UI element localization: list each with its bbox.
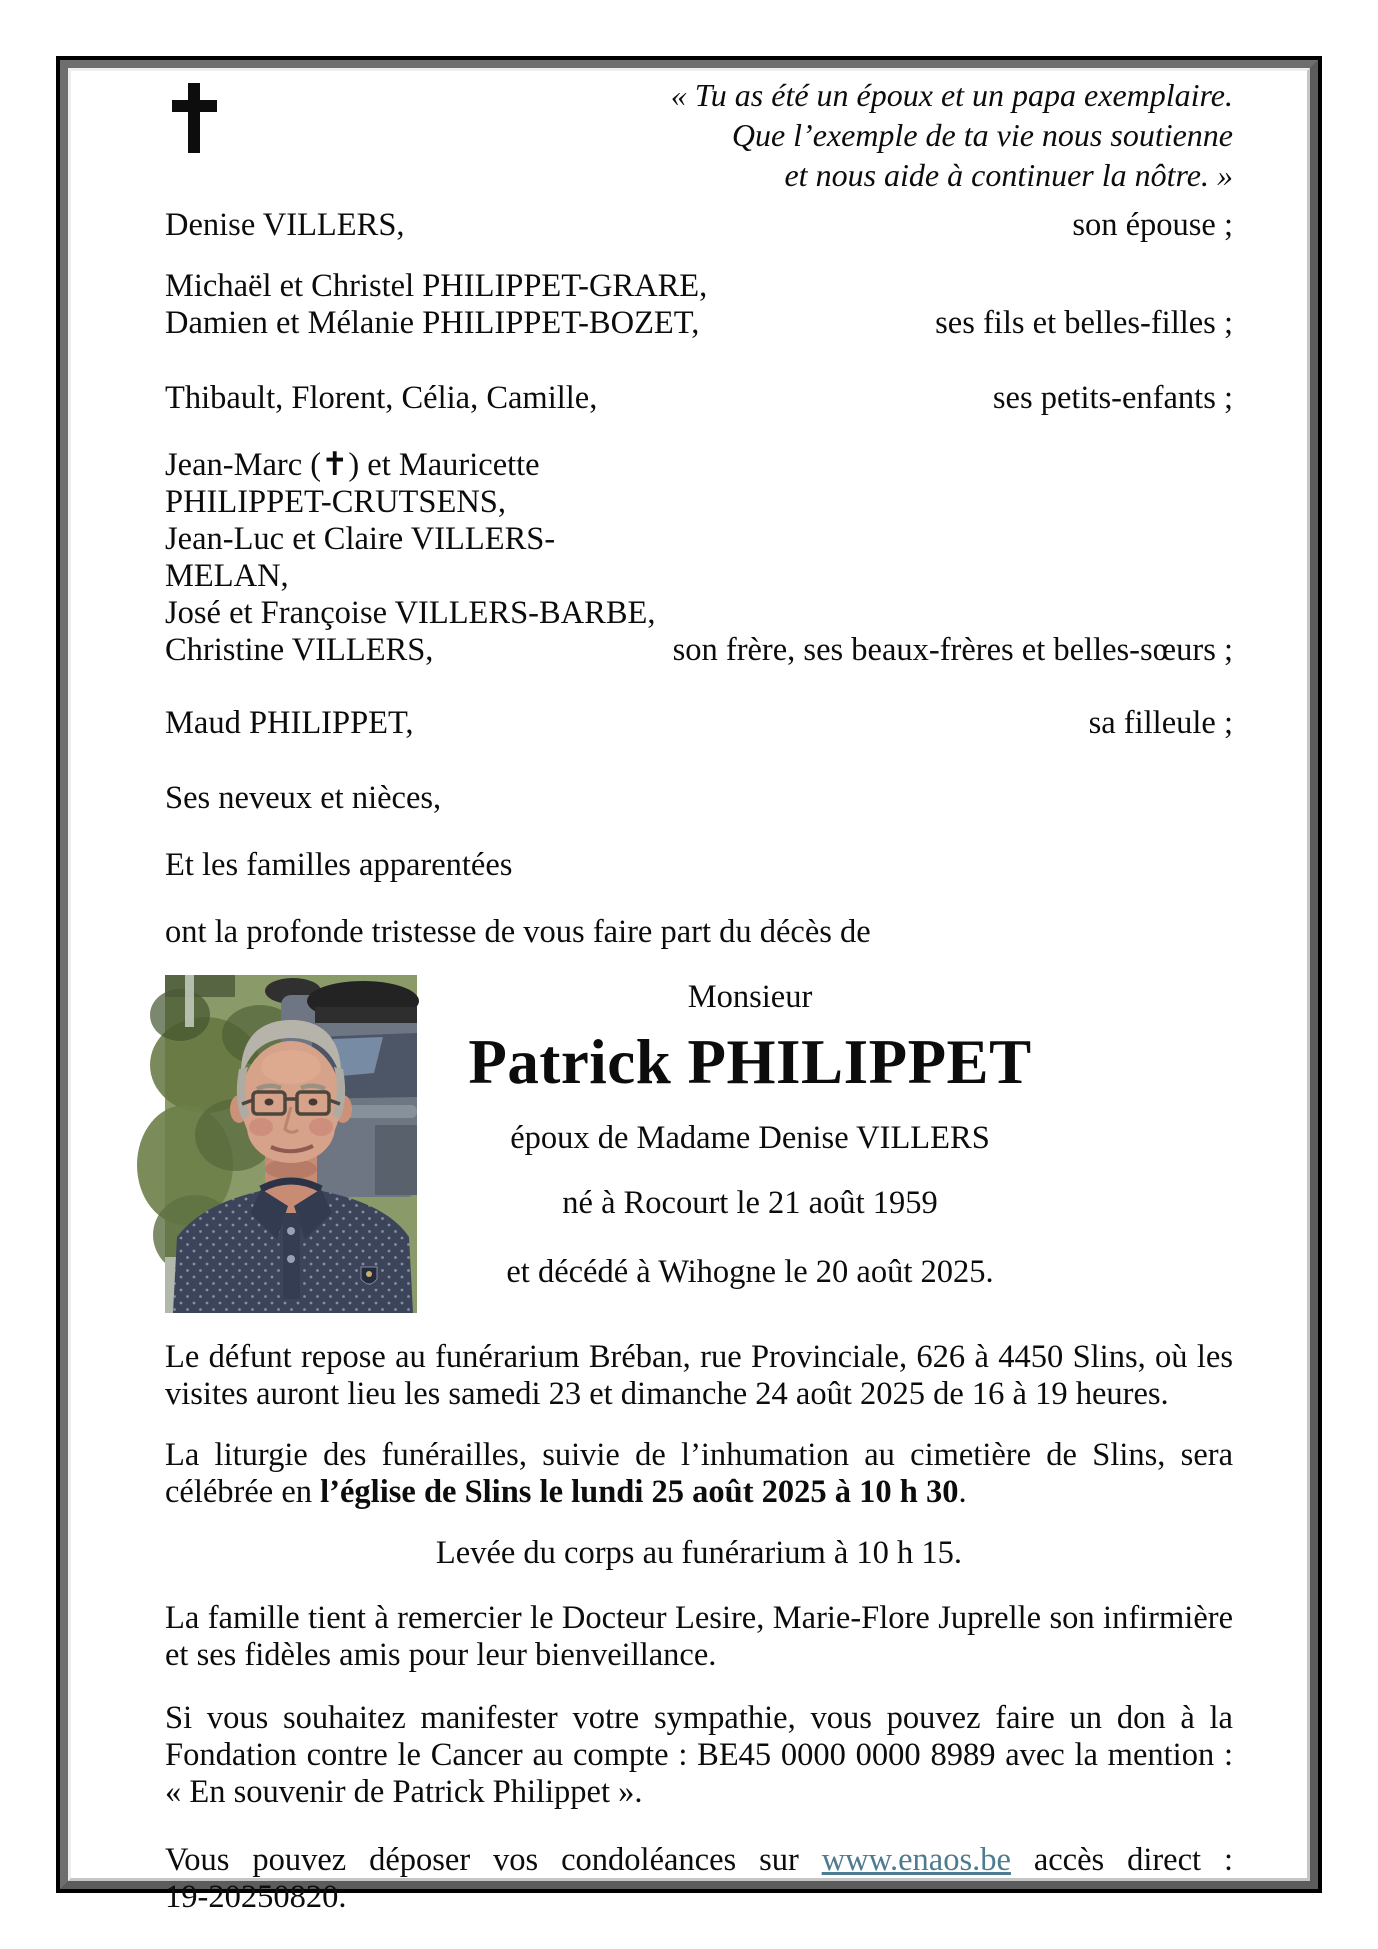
repose-paragraph <box>165 1339 1233 1413</box>
spouse-line: époux de Madame Denise VILLERS <box>510 1120 990 1156</box>
family-row-nephews <box>165 780 1233 817</box>
family-row-spouse <box>165 207 1233 244</box>
enaos-link[interactable]: www.enaos.be <box>821 1842 1011 1878</box>
church-date-bold: l’église de Slins le lundi 25 août 2025 à 10 h 30 <box>320 1474 959 1510</box>
paragraph-line: La famille tient à remercier le Docteur Lesire, Marie-Flore Juprelle son infirmière <box>165 1600 1233 1636</box>
paragraph-line: Fondation contre le Cancer au compte : BE45 0000 0000 8989 avec la mention : <box>165 1737 1233 1773</box>
family-role: son frère, ses beaux-frères et belles-sœurs ; <box>672 632 1233 668</box>
deceased-photo <box>165 975 417 1313</box>
family-name: Jean-Marc (✝) et Mauricette PHILIPPET-CRUTSENS, <box>165 447 540 520</box>
salutation: Monsieur <box>687 979 813 1015</box>
family-name: Michaël et Christel PHILIPPET-GRARE, <box>165 268 708 304</box>
liturgy-post: . <box>958 1474 967 1510</box>
donation-paragraph <box>165 1700 1233 1811</box>
birth-line: né à Rocourt le 21 août 1959 <box>562 1185 938 1221</box>
family-row-siblings <box>165 447 1233 669</box>
paragraph-line: Si vous souhaitez manifester votre sympathie, vous pouvez faire un don à la <box>165 1700 1233 1736</box>
quote-line: « Tu as été un époux et un papa exemplaire. <box>670 77 1233 113</box>
cross-icon <box>172 83 217 153</box>
paragraph-line: « En souvenir de Patrick Philippet ». <box>165 1774 643 1810</box>
family-name: Thibault, Florent, Célia, Camille, <box>165 380 598 416</box>
condolences-pre: Vous pouvez déposer vos condoléances sur <box>165 1842 822 1878</box>
family-role: ses petits-enfants ; <box>992 380 1233 416</box>
family-name: Denise VILLERS, <box>165 207 405 243</box>
memorial-card-frame <box>56 56 1322 1915</box>
family-row-goddaughter <box>165 705 1233 742</box>
deceased-section <box>165 975 1233 1313</box>
card-header <box>165 75 1233 195</box>
family-name: Et les familles apparentées <box>165 847 513 883</box>
frame-bevel <box>60 60 1318 1915</box>
family-name: Damien et Mélanie PHILIPPET-BOZET, <box>165 305 700 341</box>
family-name: Christine VILLERS, <box>165 632 434 668</box>
liturgy-pre: célébrée en <box>165 1474 321 1510</box>
family-row-grandchildren <box>165 380 1233 417</box>
family-name: Ses neveux et nièces, <box>165 780 442 816</box>
paragraph-line: et ses fidèles amis pour leur bienveillance. <box>165 1637 717 1673</box>
memorial-card <box>68 68 1310 1915</box>
family-row-sons <box>165 268 1233 342</box>
paragraph-line <box>165 1842 1233 1879</box>
family-role: ses fils et belles-filles ; <box>935 305 1233 341</box>
quote-line: et nous aide à continuer la nôtre. » <box>784 157 1233 193</box>
thanks-paragraph <box>165 1600 1233 1674</box>
liturgy-paragraph <box>165 1437 1233 1511</box>
family-name: Maud PHILIPPET, <box>165 705 414 741</box>
epitaph-quote <box>671 75 1233 195</box>
paragraph-line: visites auront lieu les samedi 23 et dimanche 24 août 2025 de 16 à 19 heures. <box>165 1376 1169 1412</box>
levee-line: Levée du corps au funérarium à 10 h 15. <box>435 1535 963 1571</box>
family-role: sa filleule ; <box>1088 705 1233 741</box>
condolences-post: accès direct : <box>1010 1842 1233 1878</box>
death-line: et décédé à Wihogne le 20 août 2025. <box>506 1254 994 1290</box>
paragraph-line: Le défunt repose au funérarium Bréban, rue Provinciale, 626 à 4450 Slins, où les <box>165 1339 1233 1375</box>
paragraph-line <box>165 1474 1233 1511</box>
deceased-name: Patrick PHILIPPET <box>468 1027 1032 1097</box>
access-code-line: 19-20250820. <box>165 1879 347 1915</box>
polo-logo <box>361 1267 377 1284</box>
family-row-related-families <box>165 847 1233 884</box>
paragraph-line: La liturgie des funérailles, suivie de l’inhumation au cimetière de Slins, sera <box>165 1437 1233 1473</box>
family-name: José et Françoise VILLERS-BARBE, <box>165 595 656 631</box>
quote-line: Que l’exemple de ta vie nous soutienne <box>731 117 1233 153</box>
family-role: son épouse ; <box>1072 207 1233 243</box>
family-name: Jean-Luc et Claire VILLERS-MELAN, <box>165 521 556 594</box>
announcement-line: ont la profonde tristesse de vous faire part du décès de <box>165 914 871 950</box>
condolences-paragraph <box>165 1842 1233 1916</box>
deceased-identity <box>417 975 1233 1313</box>
